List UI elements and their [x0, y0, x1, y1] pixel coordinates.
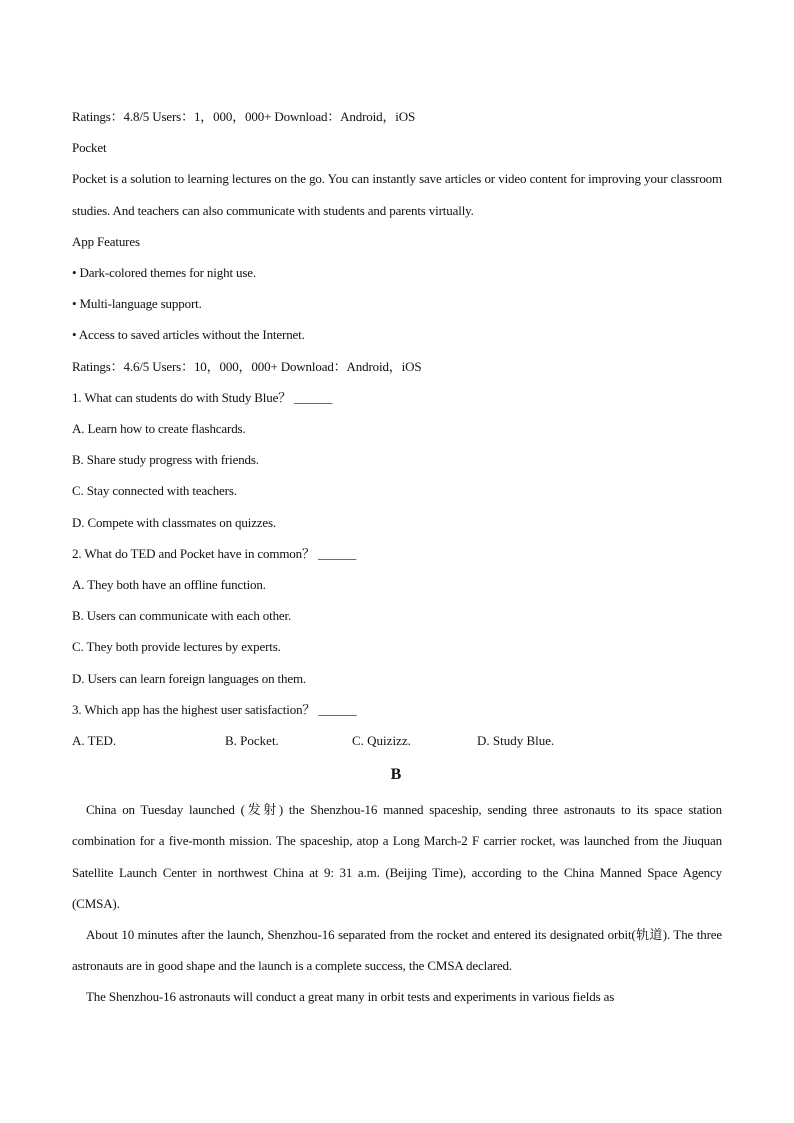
question-3-stem: 3. Which app has the highest user satisfaction？ ______ [72, 701, 357, 717]
features-heading: App Features [72, 233, 140, 249]
question-2-option-a: A. They both have an offline function. [72, 577, 266, 593]
question-1-option-a: A. Learn how to create flashcards. [72, 421, 246, 437]
section-b-paragraph: About 10 minutes after the launch, Shenzhou-16 separated from the rocket and entered its designated orbit(轨道). The three astronauts are in good shape and the launch is a complete success, the CMSA declared. [72, 927, 722, 974]
page-content [72, 101, 722, 1013]
feature-item: • Access to saved articles without the Internet. [72, 327, 305, 343]
section-b-paragraph: China on Tuesday launched (发射) the Shenzhou-16 manned spaceship, sending three astronauts to its space station combination for a five-month mission. The spaceship, atop a Long March-2 F carrier rocket, was launched from the Jiuquan Satellite Launch Center in northwest China at 9: 31 a.m. (Beijing Time), according to the China Manned Space Agency (CMSA). [72, 802, 722, 911]
question-3-option-b: B. Pocket. [225, 733, 279, 749]
section-b-paragraph: The Shenzhou-16 astronauts will conduct a great many in orbit tests and experiments in various fields as [86, 989, 615, 1005]
question-2-option-d: D. Users can learn foreign languages on them. [72, 670, 307, 686]
question-3-option-d: D. Study Blue. [477, 733, 555, 749]
question-1-option-c: C. Stay connected with teachers. [72, 483, 237, 499]
section-b-heading: B [390, 766, 402, 784]
question-3-options [72, 725, 722, 756]
question-2-stem: 2. What do TED and Pocket have in common？ ______ [72, 545, 357, 561]
question-3-option-c: C. Quizizz. [352, 733, 411, 749]
ratings-line-previous-app: Ratings：4.8/5 Users：1，000，000+ Download：Android，iOS [72, 109, 416, 124]
app-title-pocket: Pocket [72, 140, 107, 156]
question-1-option-b: B. Share study progress with friends. [72, 452, 259, 468]
question-3-option-a: A. TED. [72, 733, 117, 749]
question-1-stem: 1. What can students do with Study Blue？ ______ [72, 389, 333, 405]
feature-item: • Multi-language support. [72, 296, 202, 312]
ratings-line-pocket: Ratings：4.6/5 Users：10，000，000+ Download：Android，iOS [72, 358, 422, 374]
question-2-option-b: B. Users can communicate with each other. [72, 608, 292, 624]
question-1-option-d: D. Compete with classmates on quizzes. [72, 514, 277, 530]
feature-item: • Dark-colored themes for night use. [72, 265, 256, 281]
pocket-description: Pocket is a solution to learning lectures on the go. You can instantly save articles or video content for improving your classroom studies. And teachers can also communicate with students and parents virtually. [72, 171, 722, 218]
question-2-option-c: C. They both provide lectures by experts. [72, 639, 281, 655]
